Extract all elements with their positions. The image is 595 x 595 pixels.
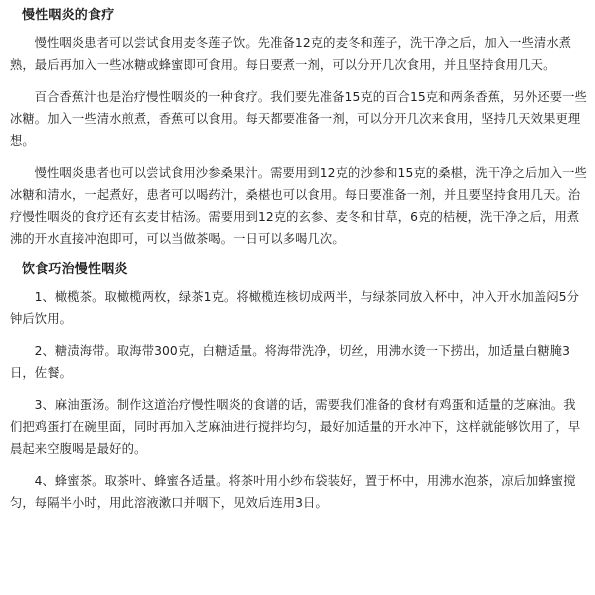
paragraph: 4、蜂蜜茶。取茶叶、蜂蜜各适量。将茶叶用小纱布袋装好，置于杯中，用沸水泡茶，凉后加蜂蜜搅匀，每隔半小时，用此溶液漱口并咽下，见效后连用3日。 bbox=[10, 474, 576, 510]
paragraph: 1、橄榄茶。取橄榄两枚，绿茶1克。将橄榄连核切成两半，与绿茶同放入杯中，冲入开水加盖闷5分钟后饮用。 bbox=[10, 290, 580, 326]
section-title-diet-tips: 饮食巧治慢性咽炎 bbox=[22, 262, 128, 277]
paragraph: 慢性咽炎患者也可以尝试食用沙参桑果汁。需要用到12克的沙参和15克的桑椹，洗干净之后加入一些冰糖和清水，一起煮好，患者可以喝药汁，桑椹也可以食用。每日要准备一剂，并且要坚持食用几天。治疗慢性咽炎的食疗还有玄麦甘桔汤。需要用到12克的玄参、麦冬和甘草，6克的桔梗，洗干净之后，用煮沸的开水直接冲泡即可，可以当做茶喝。一日可以多喝几次。 bbox=[10, 166, 587, 246]
paragraph: 3、麻油蛋汤。制作这道治疗慢性咽炎的食谱的话，需要我们准备的食材有鸡蛋和适量的芝麻油。我们把鸡蛋打在碗里面，同时再加入芝麻油进行搅拌均匀，最好加适量的开水冲下，这样就能够饮用了，早晨起来空腹喝是最好的。 bbox=[10, 398, 581, 456]
paragraph: 百合香蕉汁也是治疗慢性咽炎的一种食疗。我们要先准备15克的百合15克和两条香蕉，另外还要一些冰糖。加入一些清水煎煮，香蕉可以食用。每天都要准备一剂，可以分开几次来食用，坚持几天效果更理想。 bbox=[10, 90, 587, 148]
paragraph: 慢性咽炎患者可以尝试食用麦冬莲子饮。先准备12克的麦冬和莲子，洗干净之后，加入一些清水煮熟，最后再加入一些冰糖或蜂蜜即可食用。每日要煮一剂，可以分开几次食用，并且坚持食用几天。 bbox=[10, 36, 572, 72]
section-title-diet-therapy: 慢性咽炎的食疗 bbox=[22, 8, 115, 23]
paragraph: 2、糖渍海带。取海带300克，白糖适量。将海带洗净，切丝，用沸水烫一下捞出，加适量白糖腌3日，佐餐。 bbox=[10, 344, 571, 380]
